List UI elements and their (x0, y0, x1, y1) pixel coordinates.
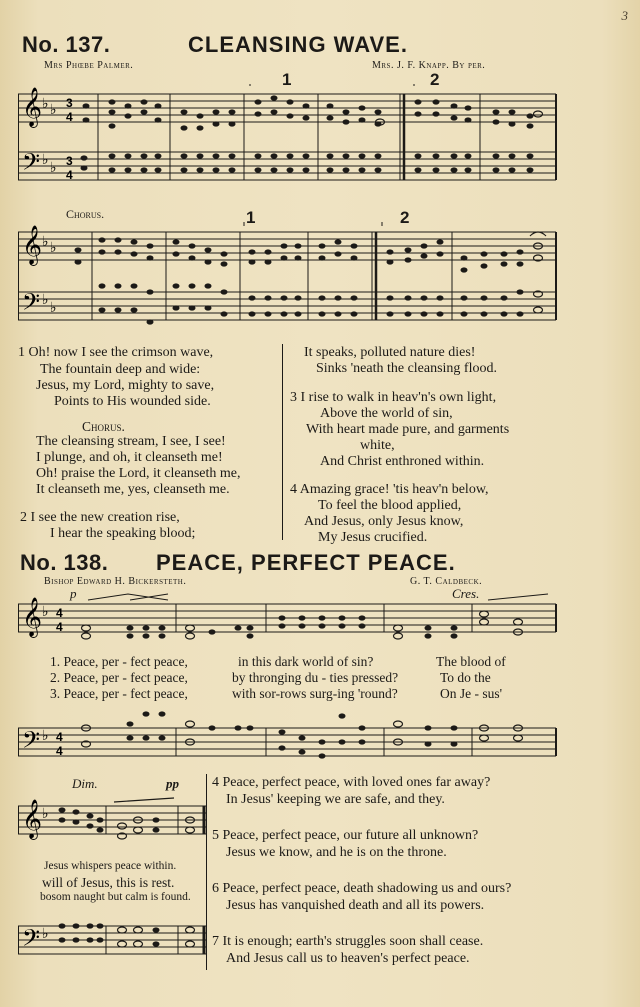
verse-6-line-1: 6 Peace, perfect peace, death shadowing us and ours? (212, 881, 512, 896)
svg-text:𝄢: 𝄢 (22, 924, 41, 957)
chorus-line: Oh! praise the Lord, it cleanseth me, (36, 466, 241, 481)
hymn-138-title: PEACE, PERFECT PEACE. (156, 550, 456, 575)
dynamic-pianissimo: pp (166, 776, 179, 791)
underlay-verse-3a: 3. Peace, per - fect peace, (50, 686, 188, 701)
svg-text:♭: ♭ (42, 729, 49, 744)
svg-text:♭: ♭ (50, 301, 57, 316)
chorus-first-ending-marker: 1 (246, 208, 256, 227)
final-underlay-3: bosom naught but calm is found. (40, 891, 191, 903)
dynamic-piano: p (70, 586, 77, 601)
verse-line: 3 I rise to walk in heav'n's own light, (290, 390, 497, 405)
underlay-verse-3c: On Je - sus' (440, 686, 503, 701)
svg-text:𝄢: 𝄢 (22, 726, 41, 759)
hymn-138-composer: G. T. Caldbeck. (410, 576, 483, 587)
underlay-verse-2b: by thronging du - ties pressed? (232, 670, 399, 685)
hymn-138-treble-staff (18, 590, 558, 652)
verse-line: Above the world of sin, (320, 406, 453, 421)
svg-text:♭: ♭ (42, 927, 49, 942)
hymn-137-score-system-1 (18, 84, 558, 202)
verse-line: 1 Oh! now I see the crimson wave, (18, 345, 214, 360)
verse-5-line-1: 5 Peace, perfect peace, our future all unknown? (212, 828, 479, 843)
svg-text:𝄞: 𝄞 (22, 799, 43, 839)
verse-line: 2 I see the new creation rise, (20, 510, 180, 525)
verse-7-line-1: 7 It is enough; earth's struggles soon shall cease. (212, 934, 484, 949)
svg-text:4: 4 (66, 110, 73, 124)
hymn-138-final-bass-staff (18, 910, 210, 970)
verse-line: Jesus, my Lord, mighty to save, (36, 378, 215, 393)
svg-text:4: 4 (56, 744, 63, 758)
hymn-137-composer: Mrs. J. F. Knapp. By per. (372, 60, 486, 71)
svg-text:♭: ♭ (42, 293, 49, 308)
second-ending-marker: 2 (430, 70, 440, 89)
hymn-138-author: Bishop Edward H. Bickersteth. (44, 576, 187, 587)
verse-line: With heart made pure, and garments (306, 422, 510, 437)
svg-text:4: 4 (66, 168, 73, 182)
svg-text:♭: ♭ (50, 161, 57, 176)
verse-line: And Jesus, only Jesus know, (304, 514, 464, 529)
svg-text:𝄞: 𝄞 (22, 87, 43, 127)
hymn-138-number: No. 138. (20, 550, 109, 575)
svg-text:♭: ♭ (50, 241, 57, 256)
chorus-label: Chorus. (66, 207, 105, 221)
svg-text:♭: ♭ (42, 235, 49, 250)
hymn-138-final-treble-staff (18, 790, 210, 852)
verse-line: Sinks 'neath the cleansing flood. (316, 361, 497, 376)
svg-text:♭: ♭ (42, 97, 49, 112)
underlay-verse-2c: To do the (440, 670, 491, 685)
first-ending-marker: 1 (282, 70, 292, 89)
chorus-line: I plunge, and oh, it cleanseth me! (36, 450, 223, 465)
chorus-second-ending-marker: 2 (400, 208, 410, 227)
svg-text:♭: ♭ (50, 103, 57, 118)
hymn-137-score-system-2 (18, 222, 558, 340)
verse-line: 4 Amazing grace! 'tis heav'n below, (290, 482, 489, 497)
chorus-line: The cleansing stream, I see, I see! (36, 434, 226, 449)
verse-4-line-1: 4 Peace, perfect peace, with loved ones far away? (212, 775, 491, 790)
verse-4-line-2: In Jesus' keeping we are safe, and they. (226, 792, 445, 807)
verse-line: My Jesus crucified. (318, 530, 428, 545)
column-divider (282, 344, 283, 540)
svg-text:𝄞: 𝄞 (22, 597, 43, 637)
underlay-verse-3b: with sor-rows surg-ing 'round? (232, 686, 398, 701)
dynamic-crescendo: Cres. (452, 586, 480, 601)
hymn-138-bass-staff (18, 700, 558, 770)
hymn-137-author: Mrs Phœbe Palmer. (44, 60, 134, 71)
verse-line: I hear the speaking blood; (50, 526, 196, 541)
svg-text:3: 3 (66, 96, 73, 110)
underlay-verse-2a: 2. Peace, per - fect peace, (50, 670, 188, 685)
svg-text:♭: ♭ (42, 153, 49, 168)
verse-line: white, (360, 438, 395, 453)
column-divider-2 (206, 774, 207, 970)
underlay-verse-1a: 1. Peace, per - fect peace, (50, 654, 188, 669)
verse-5-line-2: Jesus we know, and he is on the throne. (226, 845, 447, 860)
final-underlay-1: Jesus whispers peace within. (44, 860, 177, 872)
chorus-heading: Chorus. (82, 419, 125, 434)
svg-text:𝄢: 𝄢 (22, 288, 41, 321)
svg-text:𝄞: 𝄞 (22, 225, 43, 265)
underlay-verse-1b: in this dark world of sin? (238, 654, 374, 669)
verse-line: The fountain deep and wide: (40, 362, 201, 377)
underlay-verse-1c: The blood of (436, 654, 506, 669)
hymn-137-number: No. 137. (22, 32, 111, 57)
dynamic-diminuendo: Dim. (72, 776, 98, 791)
verse-line: To feel the blood applied, (318, 498, 462, 513)
verse-line: And Christ enthroned within. (320, 454, 485, 469)
svg-text:♭: ♭ (42, 605, 49, 620)
verse-6-line-2: Jesus has vanquished death and all its powers. (226, 898, 485, 913)
final-underlay-2: will of Jesus, this is rest. (42, 875, 175, 890)
svg-text:4: 4 (56, 730, 63, 744)
page-number: 3 (621, 8, 628, 23)
chorus-line: It cleanseth me, yes, cleanseth me. (36, 482, 230, 497)
verse-7-line-2: And Jesus call us to heaven's perfect peace. (226, 951, 470, 966)
hymn-137-title: CLEANSING WAVE. (188, 32, 408, 57)
svg-text:𝄢: 𝄢 (22, 148, 41, 181)
svg-text:4: 4 (56, 606, 63, 620)
svg-text:♭: ♭ (42, 807, 49, 822)
svg-text:4: 4 (56, 620, 63, 634)
verse-line: It speaks, polluted nature dies! (304, 345, 476, 360)
verse-line: Points to His wounded side. (54, 394, 211, 409)
svg-text:3: 3 (66, 154, 73, 168)
